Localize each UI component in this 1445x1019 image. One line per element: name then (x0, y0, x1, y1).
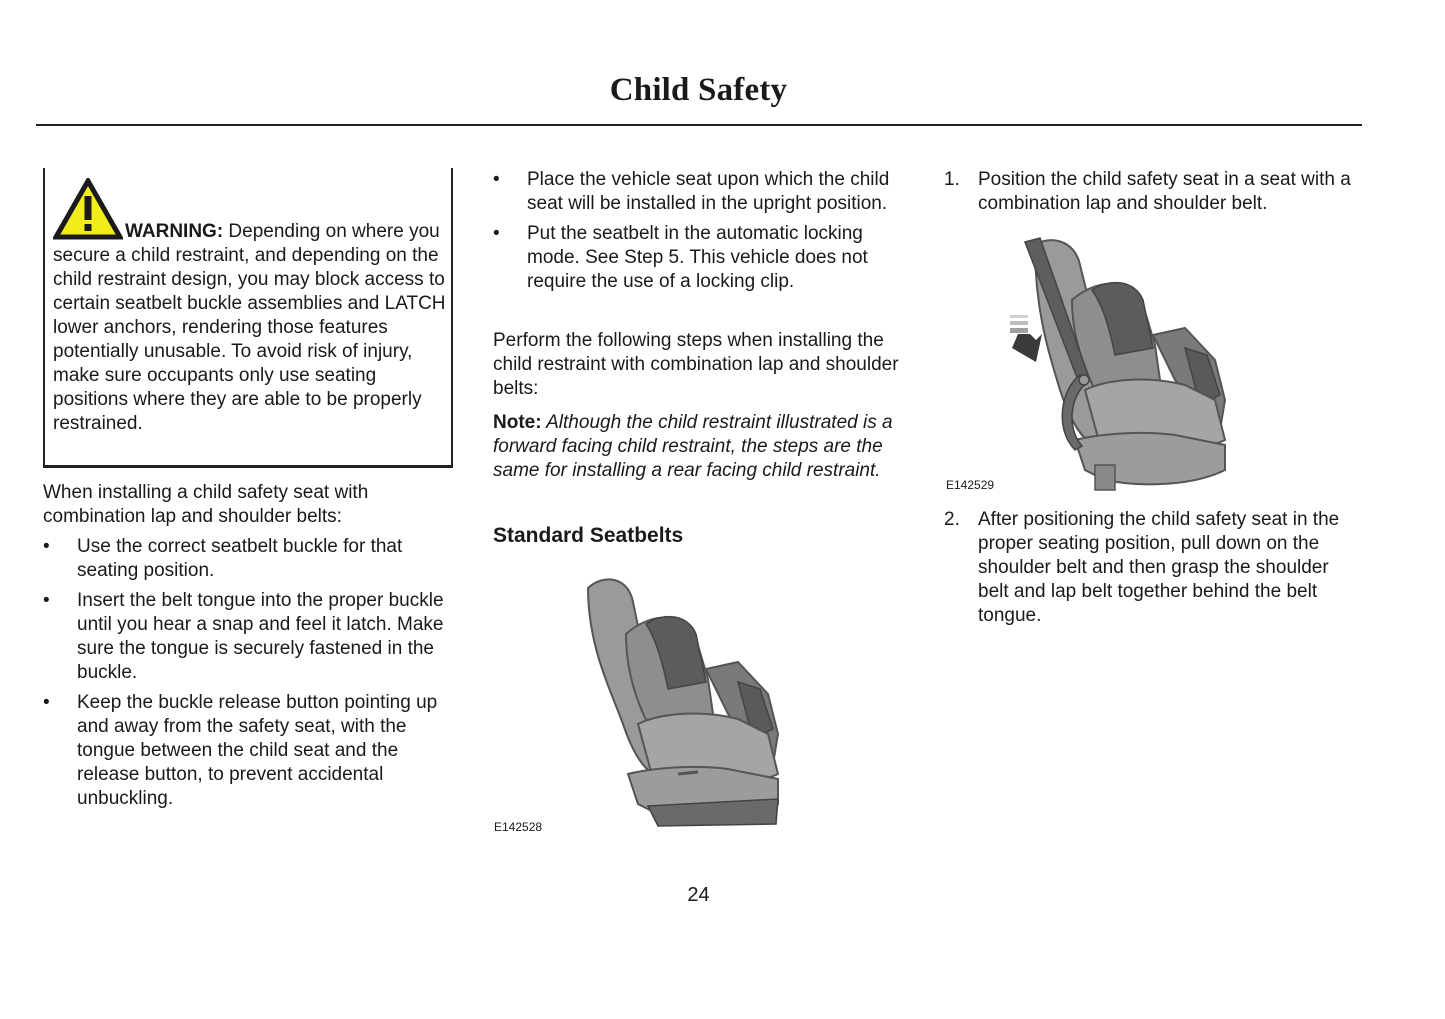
step-number: 2. (944, 509, 960, 530)
page-number: 24 (687, 884, 710, 906)
down-arrow-icon (1010, 315, 1042, 362)
bullet-icon: • (493, 223, 500, 244)
left-bullet-list (43, 535, 463, 817)
child-seat-illustration (578, 574, 788, 829)
list-item: • Insert the belt tongue into the proper buckle until you hear a snap and feel it latch. Make sure the tongue is securely fastened in the buckle. (43, 590, 444, 683)
left-intro: When installing a child safety seat with combination lap and shoulder belts: (43, 482, 369, 527)
list-item: • Put the seatbelt in the automatic locking mode. See Step 5. This vehicle does not require the use of a locking clip. (493, 223, 868, 292)
note (493, 411, 908, 483)
steps-list-continued (944, 508, 1364, 628)
section-heading: Standard Seatbelts (493, 524, 684, 547)
page-title: Child Safety (609, 72, 788, 108)
warning-label: WARNING: (125, 221, 224, 242)
figure-code: E142529 (946, 478, 995, 492)
bullet-icon: • (43, 590, 50, 611)
step-item: 1. Position the child safety seat in a seat with a combination lap and shoulder belt. (944, 169, 1351, 214)
list-item: • Place the vehicle seat upon which the child seat will be installed in the upright position. (493, 169, 890, 214)
step-item: 2. After positioning the child safety seat in the proper seating position, pull down on the shoulder belt and then grasp the shoulder belt and lap belt together behind the belt tongue. (944, 509, 1340, 626)
middle-bullet-list (493, 168, 913, 300)
warning-first-line: Depending on where (223, 221, 404, 242)
warning-text (53, 220, 449, 436)
bullet-icon: • (493, 169, 500, 190)
list-item: • Use the correct seatbelt buckle for that seating position. (43, 536, 403, 581)
step-number: 1. (944, 169, 960, 190)
warning-box (43, 168, 453, 468)
bullet-icon: • (43, 692, 50, 713)
header-divider (36, 124, 1362, 126)
list-item: • Keep the buckle release button pointing up and away from the safety seat, with the tongue between the child seat and the release button, to prevent accidental unbuckling. (43, 692, 438, 809)
steps-list (944, 168, 1364, 216)
note-text: Although the child restraint illustrated is a forward facing child restraint, the steps are the same for installing a rear facing child restraint. (493, 412, 893, 481)
child-seat-belt-illustration (1000, 230, 1250, 495)
note-label: Note: (493, 412, 542, 433)
warning-body: you secure a child restraint, and depending on the child restraint design, you may block access to certain seatbelt buckle assemblies and LATCH lower anchors, rendering those features potentially unusable. To avoid risk of injury, make sure occupants only use seating positions where they are able to be properly restrained. (53, 221, 446, 434)
figure-code: E142528 (494, 820, 543, 834)
bullet-icon: • (43, 536, 50, 557)
steps-intro: Perform the following steps when installing the child restraint with combination lap and shoulder belts: (493, 330, 899, 399)
